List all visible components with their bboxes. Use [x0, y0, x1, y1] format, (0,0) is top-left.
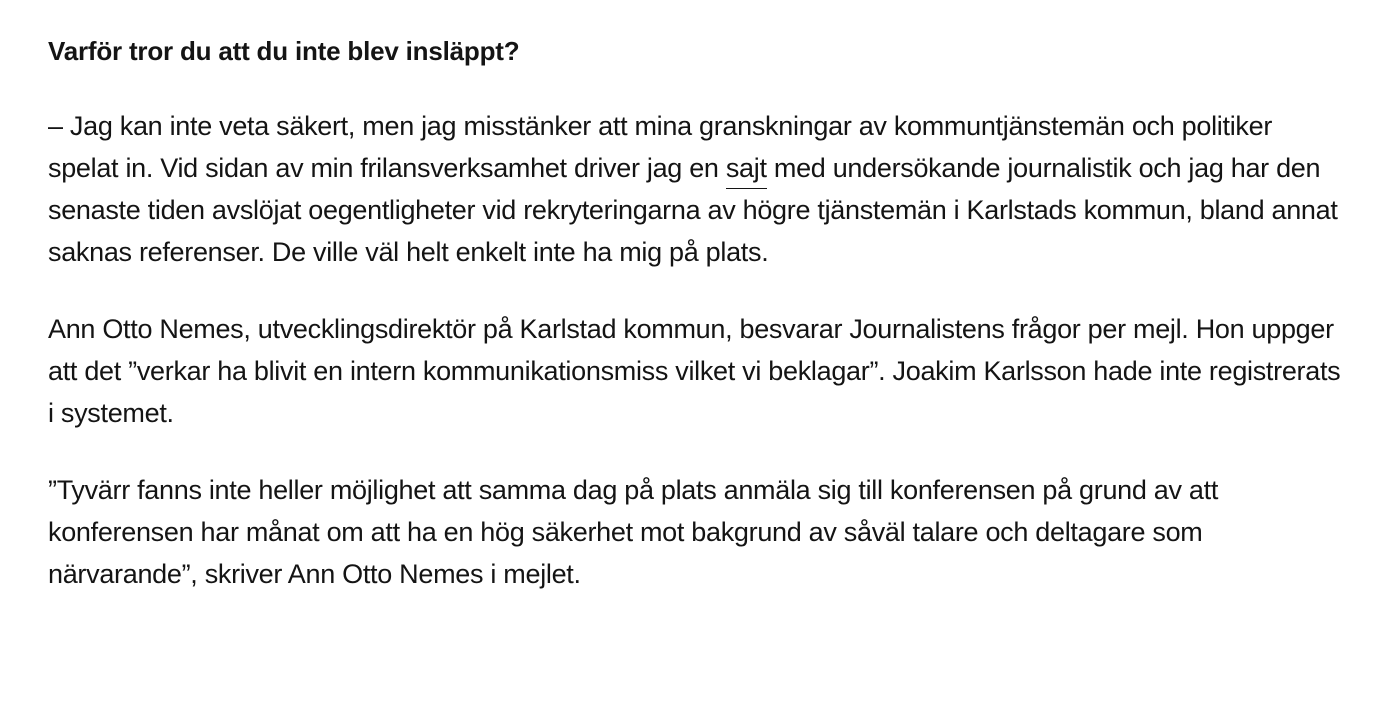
answer-text-end: med undersökande journalistik och jag har den senaste tiden avslöjat oegentligheter vid rekryteringarna av högre tjänstemän i Karlstads kommun, bland annat saknas referenser. De ville väl helt enkelt inte ha mig på plats. — [48, 153, 1338, 267]
answer-paragraph — [48, 105, 1348, 273]
article-body — [48, 30, 1348, 595]
response-paragraph: Ann Otto Nemes, utvecklingsdirektör på Karlstad kommun, besvarar Journalistens frågor per mejl. Hon uppger att det ”verkar ha blivit en intern kommunikationsmiss vilket vi beklagar”. Joakim Karlsson hade inte registrerats i systemet. — [48, 314, 1341, 428]
sajt-link[interactable]: sajt — [725, 153, 767, 183]
quote-paragraph: ”Tyvärr fanns inte heller möjlighet att samma dag på plats anmäla sig till konferensen på grund av att konferensen har månat om att ha en hög säkerhet mot bakgrund av såväl talare och deltagare som närvarande”, skriver Ann Otto Nemes i mejlet. — [48, 475, 1219, 589]
interview-question: Varför tror du att du inte blev insläppt? — [48, 36, 520, 66]
answer-text-start: – Jag kan inte veta säkert, men jag misstänker att mina granskningar av kommuntjänstemän och politiker spelat in. Vid sidan av min frilansverksamhet driver jag en — [48, 111, 1273, 183]
